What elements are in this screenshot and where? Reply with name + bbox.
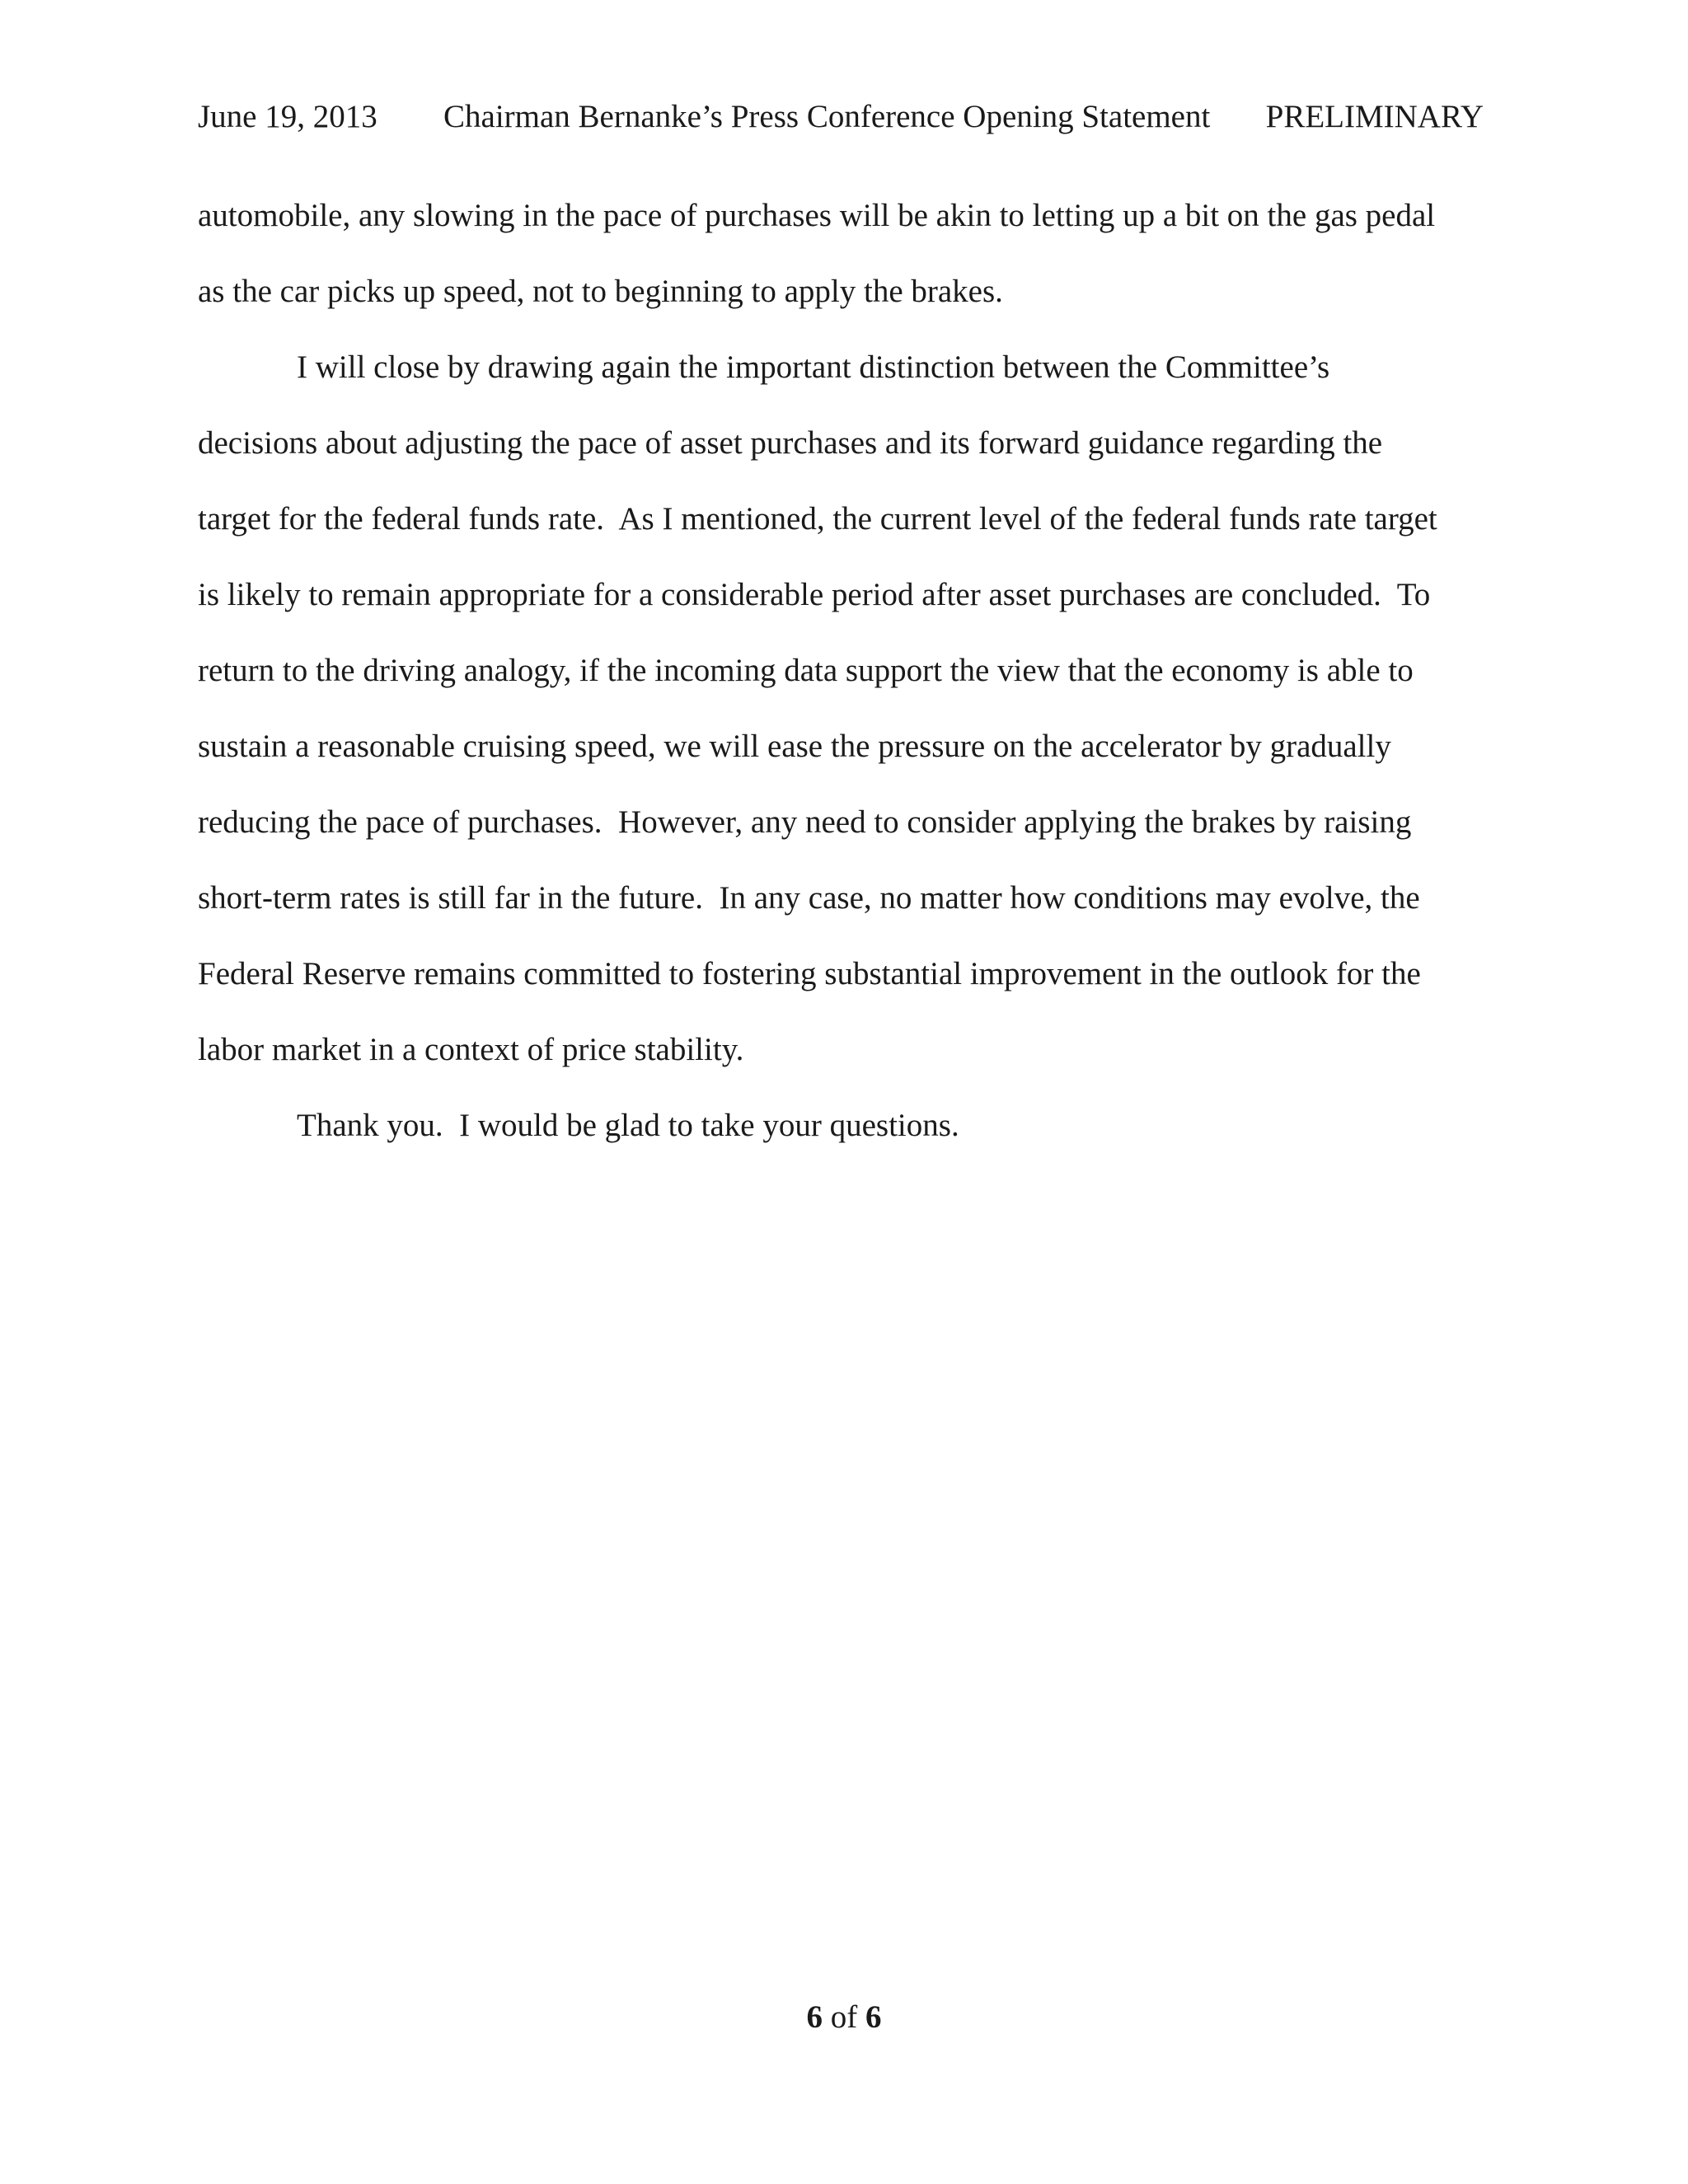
- header-date: June 19, 2013: [198, 99, 377, 134]
- page-total: 6: [865, 1999, 882, 2035]
- page-header: [198, 92, 1484, 142]
- text-line: as the car picks up speed, not to beginning to apply the brakes.: [198, 274, 1003, 309]
- text-line: labor market in a context of price stability.: [198, 1032, 744, 1067]
- text-line: Federal Reserve remains committed to fostering substantial improvement in the outlook for the: [198, 956, 1421, 991]
- text-line: target for the federal funds rate. As I mentioned, the current level of the federal funds rate target: [198, 501, 1437, 537]
- text-line: automobile, any slowing in the pace of purchases will be akin to letting up a bit on the gas pedal: [198, 198, 1436, 233]
- text-line: reducing the pace of purchases. However, any need to consider applying the brakes by raising: [198, 804, 1412, 840]
- text-line: is likely to remain appropriate for a considerable period after asset purchases are concluded. To: [198, 577, 1431, 612]
- header-title: Chairman Bernanke’s Press Conference Opening Statement: [443, 99, 1211, 134]
- page-current: 6: [806, 1999, 823, 2035]
- closing-line: Thank you. I would be glad to take your questions.: [297, 1108, 959, 1143]
- page-number: [0, 1993, 1688, 2042]
- text-line: sustain a reasonable cruising speed, we will ease the pressure on the accelerator by gradually: [198, 729, 1391, 764]
- body-text: [198, 191, 1484, 1177]
- text-line: short-term rates is still far in the future. In any case, no matter how conditions may evolve, the: [198, 880, 1420, 916]
- text-line: decisions about adjusting the pace of asset purchases and its forward guidance regarding the: [198, 425, 1383, 461]
- text-line: return to the driving analogy, if the incoming data support the view that the economy is able to: [198, 653, 1414, 688]
- header-status: PRELIMINARY: [1265, 99, 1484, 134]
- page-separator: of: [830, 1999, 858, 2035]
- paragraph-start-line: I will close by drawing again the important distinction between the Committee’s: [297, 349, 1330, 385]
